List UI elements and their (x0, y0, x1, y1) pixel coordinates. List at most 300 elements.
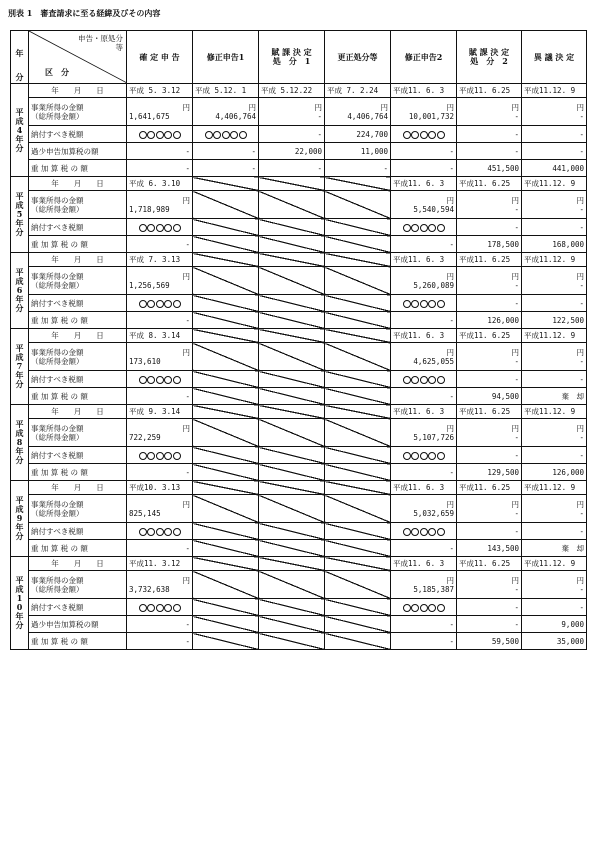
row-label-income: 事業所得の金額 （総所得金額） (31, 575, 84, 594)
tax-cell (457, 126, 522, 143)
redacted-circles (403, 452, 445, 460)
heavy-cell (325, 160, 391, 177)
row-label-cell (29, 447, 127, 464)
row-label-date: 年 月 日 (51, 559, 104, 568)
heavy-cell (391, 633, 457, 650)
date-cell (457, 329, 522, 343)
heavy-cell (127, 236, 193, 253)
circle-mark (411, 528, 419, 536)
row-label-tax: 納付すべき税額 (31, 298, 84, 308)
underpay-cell (391, 143, 457, 160)
table-row (11, 495, 587, 523)
heavy-cell (259, 160, 325, 177)
date-cell (127, 405, 193, 419)
circle-mark (428, 300, 436, 308)
empty-diagonal-cell (259, 523, 325, 540)
circle-mark (156, 300, 164, 308)
tax-cell (325, 126, 391, 143)
heavy-value: 棄 却 (561, 391, 584, 401)
income-value: - (514, 432, 519, 442)
tax-cell (457, 599, 522, 616)
circle-mark (411, 452, 419, 460)
income-value: 1,718,989 (129, 204, 170, 214)
table-row (11, 267, 587, 295)
tax-cell (391, 447, 457, 464)
income-value: 5,260,089 (413, 280, 454, 290)
income-cell (457, 571, 522, 599)
heavy-value: - (251, 163, 256, 173)
circle-mark (403, 224, 411, 232)
heavy-value: - (185, 543, 190, 553)
income-cell (391, 191, 457, 219)
date-value: 平成11. 6.25 (459, 255, 511, 264)
circle-mark (147, 224, 155, 232)
underpay-value: - (579, 146, 584, 156)
date-value: 平成 8. 3.14 (129, 331, 181, 340)
circle-mark (139, 528, 147, 536)
income-value: 1,256,569 (129, 280, 170, 290)
empty-diagonal-cell (193, 419, 259, 447)
circle-mark (411, 224, 419, 232)
date-value: 平成11.12. 9 (524, 86, 576, 95)
table-row (11, 540, 587, 557)
row-label-tax: 納付すべき税額 (31, 374, 84, 384)
empty-diagonal-cell (259, 464, 325, 481)
date-value: 平成 5. 3.12 (129, 86, 181, 95)
table-row (11, 616, 587, 633)
circle-mark (437, 528, 445, 536)
empty-diagonal-cell (325, 557, 391, 571)
income-cell (391, 419, 457, 447)
tax-value: - (579, 374, 584, 384)
circle-mark (173, 224, 181, 232)
empty-diagonal-cell (325, 371, 391, 388)
table-row (11, 633, 587, 650)
heavy-cell (522, 236, 587, 253)
date-cell (127, 84, 193, 98)
tax-value: - (514, 129, 519, 139)
empty-diagonal-cell (325, 481, 391, 495)
date-cell (127, 177, 193, 191)
income-cell (391, 495, 457, 523)
empty-diagonal-cell (193, 557, 259, 571)
table-row (11, 236, 587, 253)
redacted-circles (403, 224, 445, 232)
empty-diagonal-cell (259, 253, 325, 267)
empty-diagonal-cell (259, 616, 325, 633)
date-cell (522, 557, 587, 571)
date-cell (522, 405, 587, 419)
date-value: 平成11.12. 9 (524, 255, 576, 264)
income-cell (522, 495, 587, 523)
circle-mark (437, 300, 445, 308)
tax-cell (193, 126, 259, 143)
empty-diagonal-cell (259, 405, 325, 419)
income-value: 5,107,726 (413, 432, 454, 442)
circle-mark (403, 452, 411, 460)
circle-mark (173, 604, 181, 612)
underpay-value: - (251, 146, 256, 156)
date-cell (259, 84, 325, 98)
yen-unit: 円 (182, 347, 190, 357)
heavy-value: 129,500 (487, 467, 519, 477)
yen-unit: 円 (511, 499, 519, 509)
tax-value: - (514, 526, 519, 536)
empty-diagonal-cell (259, 571, 325, 599)
empty-diagonal-cell (259, 557, 325, 571)
income-value: 4,406,764 (215, 111, 256, 121)
redacted-circles (139, 604, 181, 612)
date-cell (457, 84, 522, 98)
heavy-value: 棄 却 (561, 543, 584, 553)
date-value: 平成11. 6. 3 (393, 559, 445, 568)
date-value: 平成11. 6. 3 (393, 331, 445, 340)
income-value: - (579, 204, 584, 214)
tax-cell (127, 295, 193, 312)
table-row (11, 295, 587, 312)
header-year-section (11, 31, 29, 84)
tax-cell (522, 599, 587, 616)
col-header-fuka1 (259, 31, 325, 84)
empty-diagonal-cell (259, 219, 325, 236)
heavy-cell (457, 633, 522, 650)
heavy-cell (391, 540, 457, 557)
empty-diagonal-cell (259, 599, 325, 616)
table-row (11, 191, 587, 219)
heavy-value: 126,000 (487, 315, 519, 325)
income-value: 5,185,387 (413, 584, 454, 594)
circle-mark (239, 131, 247, 139)
redacted-circles (403, 300, 445, 308)
circle-mark (164, 452, 172, 460)
col-header-igi (522, 31, 587, 84)
year-label: 平成9年分 (15, 495, 24, 541)
circle-mark (139, 224, 147, 232)
underpay-value: 11,000 (360, 146, 388, 156)
appendix-table (10, 30, 587, 650)
date-cell (391, 329, 457, 343)
row-label-heavy: 重 加 算 税 の 額 (31, 636, 88, 646)
circle-mark (147, 376, 155, 384)
circle-mark (164, 528, 172, 536)
year-label-cell (11, 557, 29, 650)
row-label-cell (29, 312, 127, 329)
row-label-income: 事業所得の金額 （総所得金額） (31, 347, 84, 366)
corner-top-right-line2: 等 (115, 43, 123, 52)
date-value: 平成11. 6.25 (459, 331, 511, 340)
empty-diagonal-cell (259, 267, 325, 295)
tax-value: - (579, 526, 584, 536)
heavy-cell (127, 633, 193, 650)
empty-diagonal-cell (193, 177, 259, 191)
income-cell (522, 98, 587, 126)
income-value: - (514, 584, 519, 594)
table-row (11, 84, 587, 98)
table-row (11, 371, 587, 388)
income-value: 1,641,675 (129, 111, 170, 121)
tax-cell (391, 295, 457, 312)
yen-unit: 円 (182, 271, 190, 281)
header-row (11, 31, 587, 84)
col-header-kosei (325, 31, 391, 84)
circle-mark (420, 528, 428, 536)
circle-mark (173, 528, 181, 536)
circle-mark (173, 131, 181, 139)
heavy-value: - (185, 636, 190, 646)
empty-diagonal-cell (193, 312, 259, 329)
heavy-cell (522, 540, 587, 557)
row-label-heavy: 重 加 算 税 の 額 (31, 391, 88, 401)
income-cell (325, 98, 391, 126)
circle-mark (428, 376, 436, 384)
circle-mark (420, 376, 428, 384)
circle-mark (139, 604, 147, 612)
circle-mark (420, 131, 428, 139)
underpay-value: - (185, 146, 190, 156)
empty-diagonal-cell (325, 253, 391, 267)
tax-value: 224,700 (356, 129, 388, 139)
circle-mark (437, 604, 445, 612)
row-label-date: 年 月 日 (51, 255, 104, 264)
circle-mark (437, 224, 445, 232)
row-label-income: 事業所得の金額 （総所得金額） (31, 195, 84, 214)
empty-diagonal-cell (325, 464, 391, 481)
date-cell (457, 405, 522, 419)
circle-mark (156, 528, 164, 536)
date-value: 平成10. 3.13 (129, 483, 181, 492)
yen-unit: 円 (511, 271, 519, 281)
empty-diagonal-cell (193, 329, 259, 343)
empty-diagonal-cell (259, 295, 325, 312)
yen-unit: 円 (511, 575, 519, 585)
heavy-cell (457, 464, 522, 481)
empty-diagonal-cell (193, 388, 259, 405)
tax-value: - (579, 450, 584, 460)
row-label-cell (29, 343, 127, 371)
row-label-cell (29, 84, 127, 98)
circle-mark (428, 224, 436, 232)
row-label-cell (29, 599, 127, 616)
col-header-label: 異 議 決 定 (533, 51, 575, 62)
date-value: 平成11. 6. 3 (393, 179, 445, 188)
col-header-label: 修正申告2 (404, 51, 443, 62)
table-row (11, 160, 587, 177)
income-cell (522, 343, 587, 371)
table-row (11, 219, 587, 236)
row-label-income: 事業所得の金額 （総所得金額） (31, 499, 84, 518)
income-cell (127, 495, 193, 523)
empty-diagonal-cell (325, 177, 391, 191)
circle-mark (420, 224, 428, 232)
circle-mark (147, 131, 155, 139)
tax-value: - (579, 602, 584, 612)
header-section-label: 分 (15, 71, 24, 82)
row-label-cell (29, 236, 127, 253)
tax-cell (127, 126, 193, 143)
yen-unit: 円 (446, 423, 454, 433)
corner-top-right (78, 34, 123, 52)
circle-mark (428, 452, 436, 460)
circle-mark (173, 376, 181, 384)
date-cell (127, 481, 193, 495)
empty-diagonal-cell (325, 633, 391, 650)
circle-mark (403, 376, 411, 384)
tax-cell (127, 371, 193, 388)
empty-diagonal-cell (193, 481, 259, 495)
heavy-value: - (449, 163, 454, 173)
date-value: 平成11. 6.25 (459, 407, 511, 416)
circle-mark (156, 224, 164, 232)
heavy-value: - (185, 467, 190, 477)
year-label: 平成8年分 (15, 419, 24, 465)
row-label-cell (29, 143, 127, 160)
circle-mark (403, 131, 411, 139)
date-value: 平成11. 6.25 (459, 559, 511, 568)
year-label: 平成6年分 (15, 267, 24, 313)
empty-diagonal-cell (325, 447, 391, 464)
underpay-value: - (514, 619, 519, 629)
empty-diagonal-cell (193, 633, 259, 650)
heavy-cell (127, 540, 193, 557)
empty-diagonal-cell (193, 267, 259, 295)
table-row (11, 388, 587, 405)
income-value: - (579, 111, 584, 121)
circle-mark (156, 131, 164, 139)
tax-cell (127, 599, 193, 616)
table-row (11, 464, 587, 481)
date-cell (325, 84, 391, 98)
yen-unit: 円 (576, 195, 584, 205)
empty-diagonal-cell (325, 236, 391, 253)
row-label-heavy: 重 加 算 税 の 額 (31, 239, 88, 249)
circle-mark (147, 452, 155, 460)
heavy-value: 94,500 (491, 391, 519, 401)
income-value: - (514, 280, 519, 290)
heavy-cell (391, 236, 457, 253)
yen-unit: 円 (446, 347, 454, 357)
row-label-tax: 納付すべき税額 (31, 450, 84, 460)
income-value: - (514, 204, 519, 214)
yen-unit: 円 (511, 195, 519, 205)
circle-mark (403, 300, 411, 308)
row-label-tax: 納付すべき税額 (31, 222, 84, 232)
circle-mark (437, 452, 445, 460)
yen-unit: 円 (446, 499, 454, 509)
heavy-value: 59,500 (491, 636, 519, 646)
income-value: - (579, 280, 584, 290)
date-cell (522, 253, 587, 267)
heavy-value: - (383, 163, 388, 173)
income-value: - (514, 111, 519, 121)
empty-diagonal-cell (193, 447, 259, 464)
empty-diagonal-cell (193, 371, 259, 388)
date-cell (391, 177, 457, 191)
yen-unit: 円 (182, 195, 190, 205)
heavy-value: 451,500 (487, 163, 519, 173)
circle-mark (428, 604, 436, 612)
table-body (11, 84, 587, 650)
tax-cell (457, 523, 522, 540)
date-value: 平成11.12. 9 (524, 559, 576, 568)
tax-cell (127, 219, 193, 236)
tax-cell (522, 523, 587, 540)
empty-diagonal-cell (325, 419, 391, 447)
table-row (11, 557, 587, 571)
income-cell (391, 343, 457, 371)
row-label-heavy: 重 加 算 税 の 額 (31, 543, 88, 553)
income-value: 4,625,055 (413, 356, 454, 366)
date-value: 平成11. 6.25 (459, 86, 511, 95)
circle-mark (147, 604, 155, 612)
yen-unit: 円 (576, 271, 584, 281)
empty-diagonal-cell (259, 388, 325, 405)
date-value: 平成11. 6. 3 (393, 255, 445, 264)
row-label-cell (29, 191, 127, 219)
income-value: 825,145 (129, 508, 161, 518)
yen-unit: 円 (576, 102, 584, 112)
income-cell (522, 419, 587, 447)
yen-unit: 円 (314, 102, 322, 112)
date-value: 平成11. 3.12 (129, 559, 181, 568)
circle-mark (213, 131, 221, 139)
underpay-cell (127, 616, 193, 633)
empty-diagonal-cell (325, 405, 391, 419)
heavy-value: - (449, 543, 454, 553)
income-value: - (514, 508, 519, 518)
col-header-label: 確 定 申 告 (139, 51, 180, 62)
redacted-circles (205, 131, 247, 139)
date-cell (391, 481, 457, 495)
heavy-cell (522, 312, 587, 329)
yen-unit: 円 (182, 102, 190, 112)
empty-diagonal-cell (193, 495, 259, 523)
income-cell (457, 419, 522, 447)
date-value: 平成11. 6. 3 (393, 407, 445, 416)
row-label-cell (29, 219, 127, 236)
row-label-heavy: 重 加 算 税 の 額 (31, 467, 88, 477)
tax-cell (522, 219, 587, 236)
header-year-label: 年 (15, 47, 24, 58)
yen-unit: 円 (576, 423, 584, 433)
year-label-cell (11, 329, 29, 405)
circle-mark (205, 131, 213, 139)
circle-mark (156, 604, 164, 612)
circle-mark (428, 528, 436, 536)
empty-diagonal-cell (193, 540, 259, 557)
row-label-cell (29, 419, 127, 447)
circle-mark (173, 300, 181, 308)
redacted-circles (139, 300, 181, 308)
date-value: 平成11.12. 9 (524, 483, 576, 492)
table-row (11, 98, 587, 126)
underpay-value: - (514, 146, 519, 156)
date-cell (391, 253, 457, 267)
row-label-cell (29, 295, 127, 312)
empty-diagonal-cell (325, 312, 391, 329)
date-value: 平成 9. 3.14 (129, 407, 181, 416)
income-value: - (579, 356, 584, 366)
empty-diagonal-cell (325, 571, 391, 599)
heavy-cell (457, 312, 522, 329)
circle-mark (164, 300, 172, 308)
heavy-cell (127, 388, 193, 405)
row-label-cell (29, 177, 127, 191)
income-cell (193, 98, 259, 126)
year-label-cell (11, 481, 29, 557)
tax-cell (457, 295, 522, 312)
circle-mark (403, 604, 411, 612)
circle-mark (437, 131, 445, 139)
